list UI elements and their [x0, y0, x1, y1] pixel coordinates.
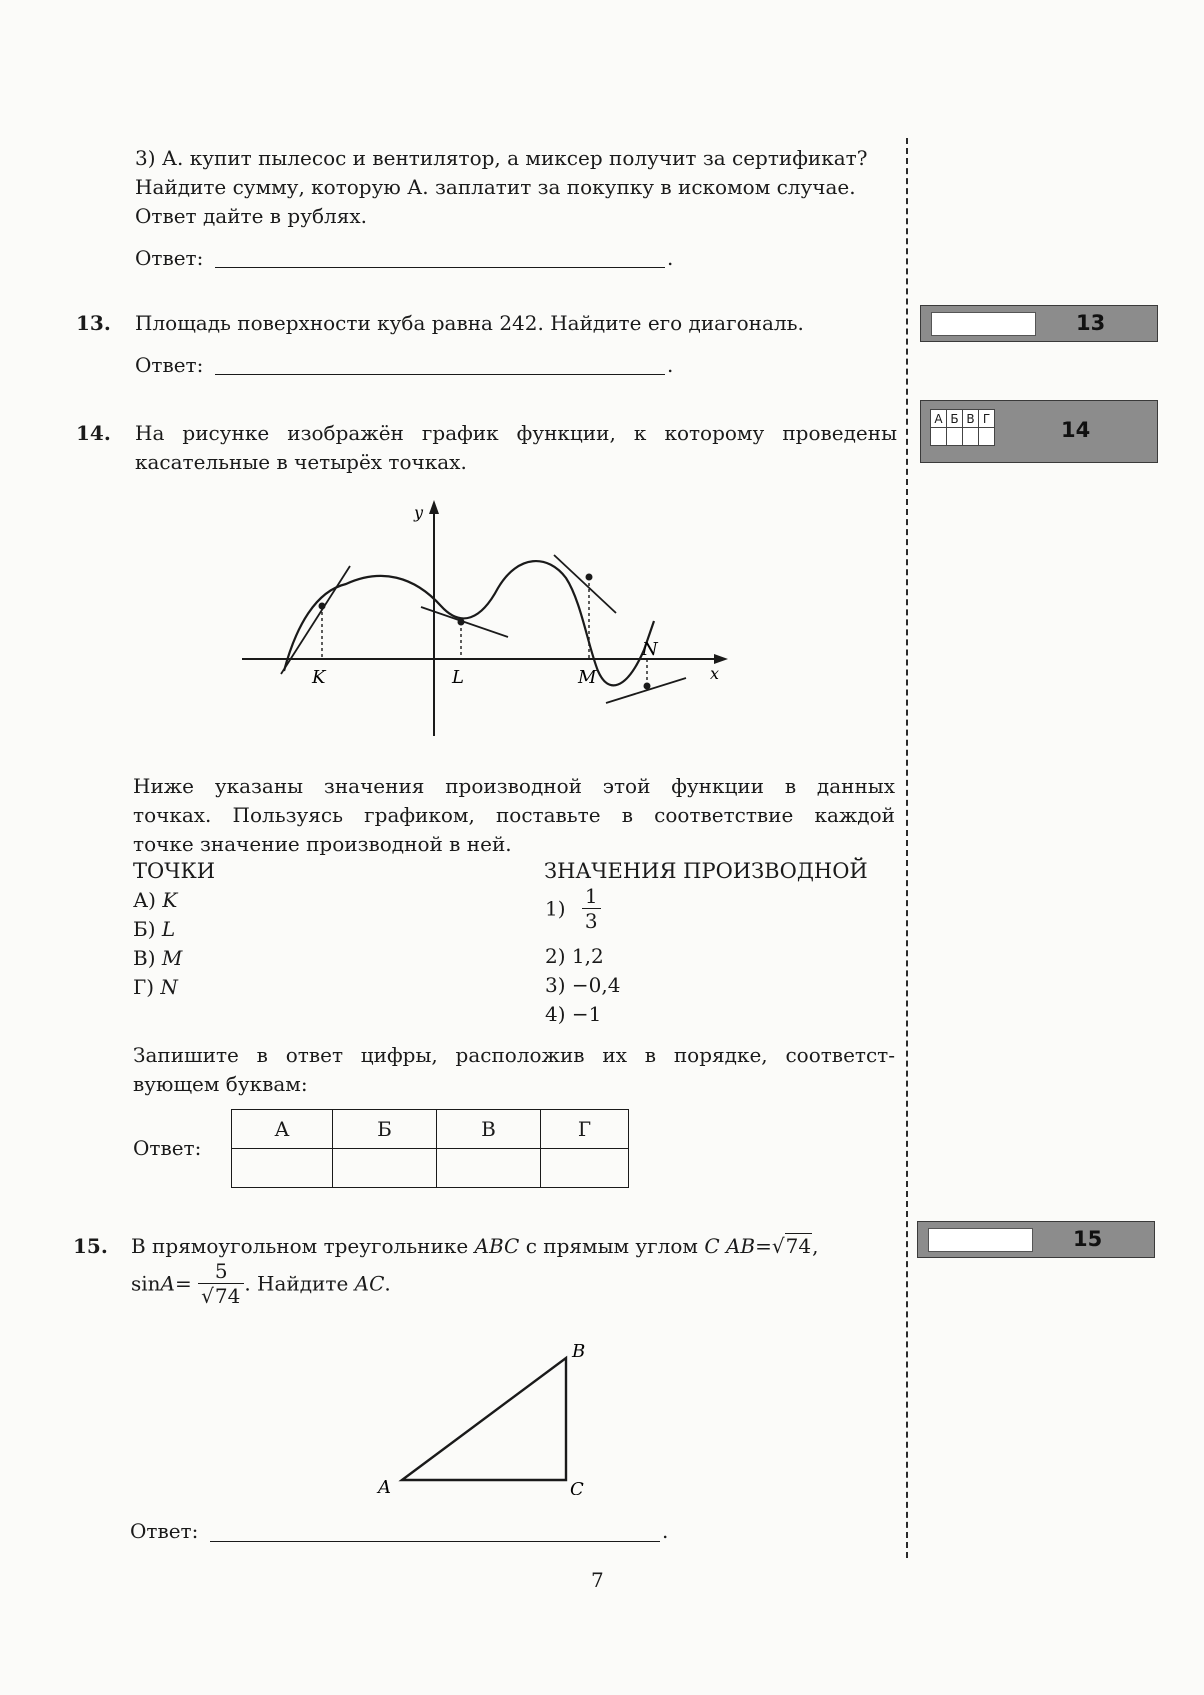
task14-below-2: точках. Пользуясь графиком, поставьте в соответствие каждой	[133, 803, 895, 827]
cut-line	[906, 138, 908, 1558]
cont-line-1: 3) А. купит пылесос и вентилятор, а миксер получит за сертификат?	[135, 146, 868, 170]
task15-line-1: В прямоугольном треугольнике ABC с прямым углом C AB=√74,	[131, 1234, 819, 1258]
task14-answer-label: Ответ:	[133, 1136, 202, 1160]
answer-box-14-grid[interactable]	[930, 409, 995, 446]
point-item-n: Г) N	[133, 975, 178, 999]
task15-answer-label: Ответ:	[130, 1519, 199, 1543]
answer-col-v: В	[437, 1110, 541, 1149]
tangent-m	[554, 555, 616, 613]
point-n	[644, 683, 651, 690]
task13-answer-label: Ответ:	[135, 353, 204, 377]
value-item-4: 4) −1	[545, 1002, 602, 1026]
answer-box-14[interactable]	[920, 400, 1158, 463]
answer-cell-a[interactable]	[232, 1149, 333, 1188]
task15-answer-line[interactable]	[210, 1541, 660, 1542]
cont-line-2: Найдите сумму, которую А. заплатит за покупку в искомом случае.	[135, 175, 856, 199]
answer-cell-b[interactable]	[333, 1149, 437, 1188]
tangent-n	[606, 678, 686, 703]
triangle-label-c: C	[570, 1479, 584, 1495]
task13-answer-line[interactable]	[215, 374, 665, 375]
triangle-label-a: A	[378, 1477, 391, 1495]
triangle-abc	[402, 1358, 566, 1480]
point-item-m: В) M	[133, 946, 183, 970]
label-m: M	[578, 667, 597, 688]
task14-line-1: На рисунке изображён график функции, к которому проведены	[135, 421, 897, 445]
task13-text: Площадь поверхности куба равна 242. Найдите его диагональ.	[135, 311, 804, 335]
label-k: K	[312, 667, 326, 688]
grid-letter-a: А	[931, 410, 947, 428]
answer-cell-g[interactable]	[541, 1149, 629, 1188]
answer-col-a: А	[232, 1110, 333, 1149]
task14-line-2: касательные в четырёх точках.	[135, 450, 467, 474]
task13-number: 13.	[76, 311, 111, 335]
tangent-k	[281, 566, 350, 674]
grid-letter-b: Б	[947, 410, 963, 428]
answer-box-13-field[interactable]	[931, 312, 1036, 336]
cont-answer-line[interactable]	[215, 267, 665, 268]
answer-box-13[interactable]	[920, 305, 1158, 342]
points-header: ТОЧКИ	[133, 859, 216, 883]
answer-box-15[interactable]	[917, 1221, 1155, 1258]
value-item-3: 3) −0,4	[545, 973, 621, 997]
y-axis-arrow	[429, 500, 439, 514]
x-axis-arrow	[714, 654, 728, 664]
grid-cell-g[interactable]	[979, 428, 995, 446]
point-item-l: Б) L	[133, 917, 176, 941]
answer-box-14-number: 14	[1061, 418, 1091, 442]
point-l	[458, 619, 465, 626]
task15-number: 15.	[73, 1234, 108, 1258]
label-n: N	[642, 639, 658, 660]
answer-cell-v[interactable]	[437, 1149, 541, 1188]
task13-answer-end: .	[667, 353, 674, 377]
value-item-2: 2) 1,2	[545, 944, 604, 968]
task14-write-2: вующем буквам:	[133, 1072, 308, 1096]
triangle-figure	[370, 1335, 610, 1495]
value-item-1: 1) $\frac{1}{3}$	[545, 886, 601, 931]
grid-cell-v[interactable]	[963, 428, 979, 446]
task14-below-3: точке значение производной в ней.	[133, 832, 512, 856]
point-k	[319, 603, 326, 610]
answer-box-15-number: 15	[1073, 1227, 1103, 1251]
point-m	[586, 574, 593, 581]
cont-answer-label: Ответ:	[135, 246, 204, 270]
task14-number: 14.	[76, 421, 111, 445]
grid-cell-b[interactable]	[947, 428, 963, 446]
grid-letter-g: Г	[979, 410, 995, 428]
task15-answer-end: .	[662, 1519, 669, 1543]
answer-col-b: Б	[333, 1110, 437, 1149]
answer-box-15-field[interactable]	[928, 1228, 1033, 1252]
function-graph	[236, 496, 736, 746]
answer-table	[231, 1109, 629, 1188]
answer-box-13-number: 13	[1076, 311, 1106, 335]
task15-line-2: sinA= $\frac{5}{√74}$ . Найдите AC.	[131, 1259, 391, 1308]
cont-line-3: Ответ дайте в рублях.	[135, 204, 367, 228]
cont-answer-end: .	[667, 246, 674, 270]
task14-write-1: Запишите в ответ цифры, расположив их в порядке, соответст-	[133, 1043, 895, 1067]
label-l: L	[452, 667, 464, 688]
x-axis-label: x	[710, 664, 720, 683]
answer-col-g: Г	[541, 1110, 629, 1149]
values-header: ЗНАЧЕНИЯ ПРОИЗВОДНОЙ	[544, 859, 868, 883]
point-item-k: А) K	[133, 888, 178, 912]
grid-letter-v: В	[963, 410, 979, 428]
triangle-label-b: B	[572, 1341, 586, 1362]
task14-below-1: Ниже указаны значения производной этой функции в данных	[133, 774, 895, 798]
y-axis-label: y	[414, 503, 424, 522]
page-number: 7	[591, 1568, 604, 1592]
grid-cell-a[interactable]	[931, 428, 947, 446]
